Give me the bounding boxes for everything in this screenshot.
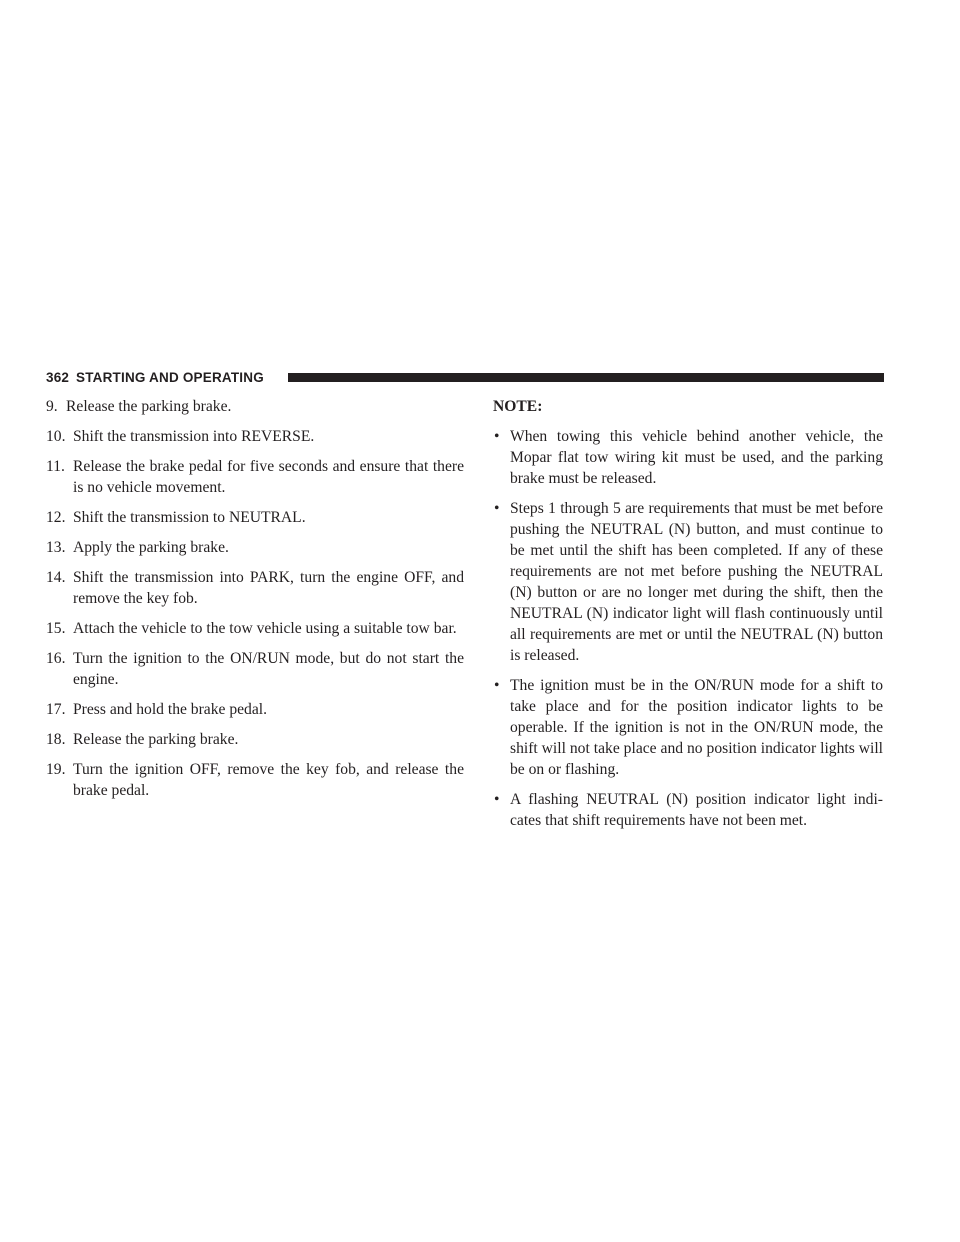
step-item (46, 699, 464, 720)
step-item (46, 507, 464, 528)
step-item (46, 537, 464, 558)
step-text: Turn the ignition OFF, remove the key fob, and release the brake pedal. (73, 761, 464, 799)
step-number: 12. (46, 509, 66, 526)
step-item (46, 396, 464, 417)
note-bullet (493, 426, 883, 489)
section-title: STARTING AND OPERATING (76, 370, 264, 385)
step-item (46, 648, 464, 690)
note-bullet (493, 498, 883, 666)
step-item (46, 426, 464, 447)
step-number: 14. (46, 569, 66, 586)
note-bullet (493, 675, 883, 780)
notes-column (493, 396, 883, 840)
bullet-icon: • (494, 500, 500, 517)
step-text: Press and hold the brake pedal. (73, 701, 268, 718)
step-item (46, 456, 464, 498)
step-number: 15. (46, 620, 66, 637)
step-item (46, 729, 464, 750)
page-number: 362 (46, 370, 70, 385)
step-text: Shift the transmission to NEUTRAL. (73, 509, 306, 526)
step-number: 18. (46, 731, 66, 748)
step-item (46, 618, 464, 639)
step-item (46, 567, 464, 609)
step-text: Turn the ignition to the ON/RUN mode, but do not start the engine. (73, 650, 464, 688)
bullet-icon: • (494, 677, 500, 694)
header-rule (288, 373, 884, 382)
note-heading: NOTE: (493, 398, 543, 415)
bullet-icon: • (494, 791, 500, 808)
step-number: 17. (46, 701, 66, 718)
step-number: 19. (46, 761, 66, 778)
step-text: Release the parking brake. (73, 731, 239, 748)
step-number: 10. (46, 428, 66, 445)
step-text: Release the parking brake. (66, 398, 232, 415)
note-text: The ignition must be in the ON/RUN mode for a shift to take place and for the position indicator lights to be operable. If the ignition is not in the ON/RUN mode, the shift will not take place and no position indicator lights will be on or flashing. (510, 677, 883, 778)
steps-column (46, 396, 464, 810)
step-number: 13. (46, 539, 66, 556)
bullet-icon: • (494, 428, 500, 445)
step-text: Shift the transmission into REVERSE. (73, 428, 315, 445)
step-text: Release the brake pedal for five seconds and ensure that there is no vehicle movement. (73, 458, 464, 496)
note-text: Steps 1 through 5 are requirements that must be met before pushing the NEUTRAL (N) button, and must continue to be met until the shift has been completed. If any of these requirements are not met before pushing the NEUTRAL (N) button or are no longer met during the shift, then the NEUTRAL (N) indicator light will flash continuously until all requirements are met or until the NEUTRAL (N) button is released. (510, 500, 883, 664)
step-text: Shift the transmission into PARK, turn the engine OFF, and remove the key fob. (73, 569, 464, 607)
step-number: 16. (46, 650, 66, 667)
note-text: A flashing NEUTRAL (N) position indicator light indi- cates that shift requirements have not been met. (510, 791, 883, 829)
step-text: Apply the parking brake. (73, 539, 229, 556)
step-item (46, 759, 464, 801)
note-text: When towing this vehicle behind another vehicle, the Mopar flat tow wiring kit must be used, and the parking brake must be released. (510, 428, 883, 487)
note-bullet (493, 789, 883, 831)
step-number: 11. (46, 458, 65, 475)
step-text: Attach the vehicle to the tow vehicle using a suitable tow bar. (73, 620, 457, 637)
page-header (46, 370, 884, 386)
step-number: 9. (46, 398, 58, 415)
